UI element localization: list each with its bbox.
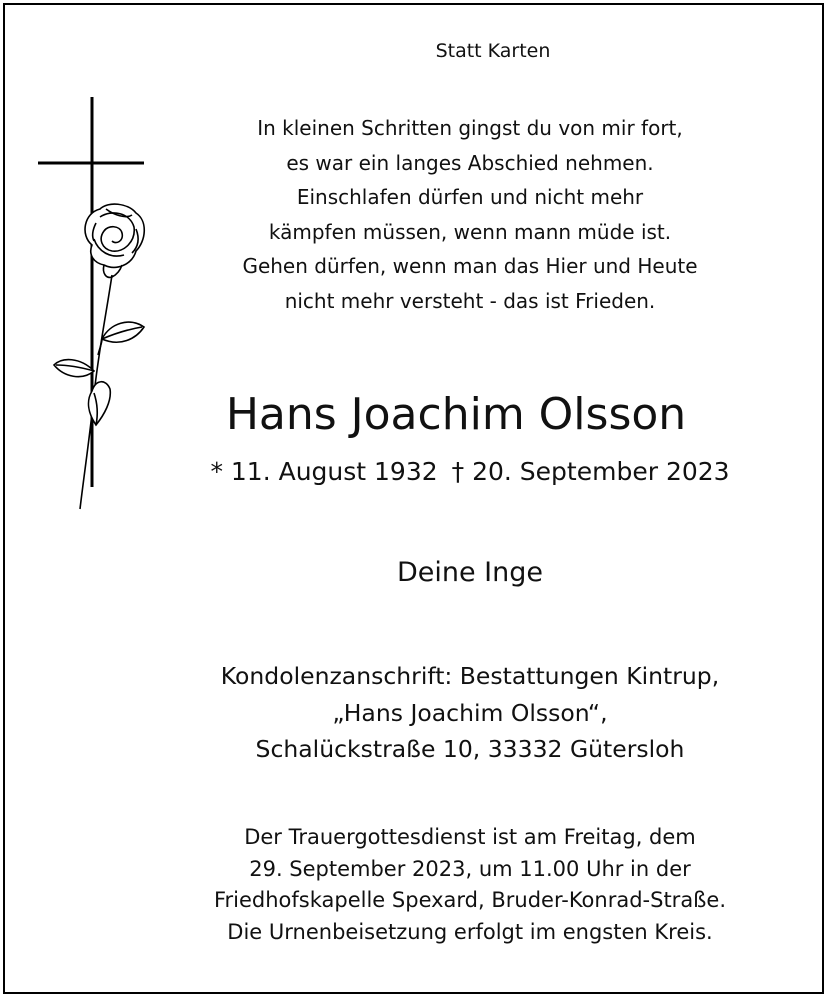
service-line: Die Urnenbeisetzung erfolgt im engsten Kreis.	[227, 919, 713, 944]
condolence-address	[70, 658, 831, 768]
poem	[70, 111, 831, 318]
poem-line: kämpfen müssen, wenn mann müde ist.	[268, 219, 672, 244]
notice-heading: Statt Karten	[435, 40, 551, 62]
life-dates	[70, 455, 831, 489]
condolence-line: „Hans Joachim Olsson“,	[332, 698, 608, 727]
service-info	[70, 822, 831, 948]
service-line: Friedhofskapelle Spexard, Bruder-Konrad-Straße.	[213, 888, 727, 912]
deceased-name: Hans Joachim Olsson	[225, 389, 687, 440]
service-line: 29. September 2023, um 11.00 Uhr in der	[249, 856, 691, 881]
death-date: † 20. September 2023	[451, 457, 730, 486]
poem-line: Einschlafen dürfen und nicht mehr	[296, 185, 644, 209]
poem-line: Gehen dürfen, wenn man das Hier und Heute	[242, 254, 698, 278]
signature: Deine Inge	[396, 557, 544, 588]
poem-line: es war ein langes Abschied nehmen.	[286, 150, 654, 175]
condolence-line: Schalückstraße 10, 33332 Gütersloh	[255, 735, 685, 763]
condolence-line: Kondolenzanschrift: Bestattungen Kintrup,	[220, 662, 720, 690]
birth-date: * 11. August 1932	[210, 457, 438, 486]
poem-line: In kleinen Schritten gingst du von mir fort,	[257, 116, 683, 140]
poem-line: nicht mehr versteht - das ist Frieden.	[284, 288, 656, 313]
service-line: Der Trauergottesdienst ist am Freitag, dem	[244, 825, 696, 849]
